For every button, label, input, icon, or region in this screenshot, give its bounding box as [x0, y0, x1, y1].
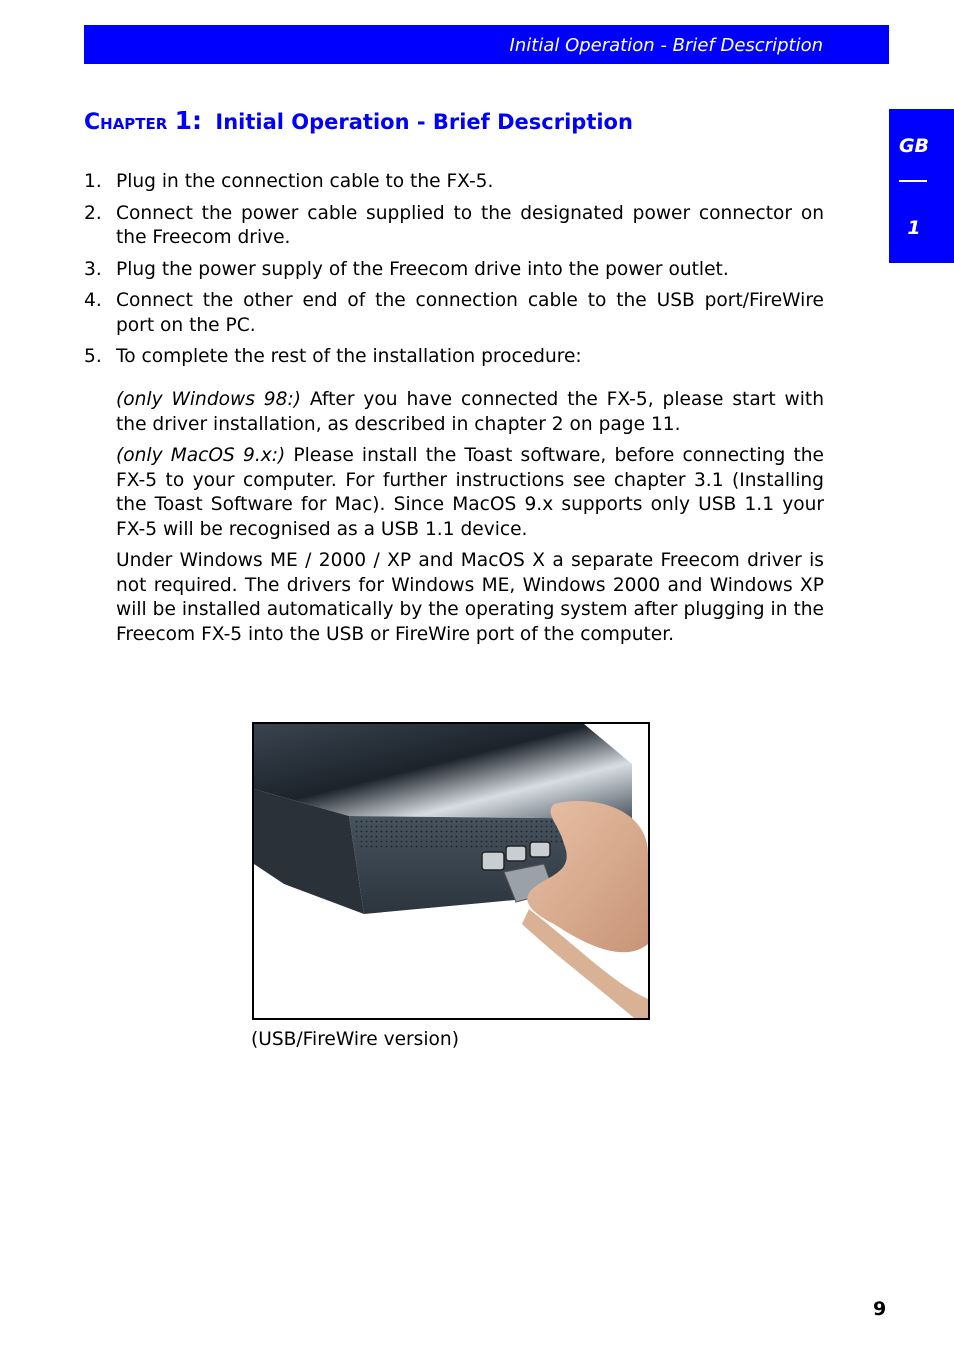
page-number: 9 [873, 1298, 887, 1320]
firewire-port-2 [530, 842, 550, 857]
side-tab-language: GB [898, 135, 930, 157]
step-number: 5. [84, 346, 102, 367]
fx5-drive-photo [254, 724, 648, 1018]
side-tab-chapter: 1 [907, 217, 921, 239]
step-text: To complete the rest of the installation procedure: [116, 346, 582, 367]
running-header [84, 25, 889, 64]
steps-list [84, 170, 824, 377]
step-number: 4. [84, 290, 102, 311]
note-other-os: Under Windows ME / 2000 / XP and MacOS X a separate Freecom driver is not required. The drivers for Windows ME, Windows 2000 and Windows XP will be installed automatically by the operating system after plugging in the Freecom FX-5 into the USB or FireWire port of the computer. [116, 550, 824, 645]
note-text: Please install the Toast software, before connecting the FX-5 to your computer. For further instructions see chapter 3.1 (Installing the Toast Software for Mac). Since MacOS 9.x supports only USB 1.1 your FX-5 will be recognised as a USB 1.1 device. [116, 445, 824, 540]
firewire-port-1 [506, 846, 526, 861]
step-text: Plug in the connection cable to the FX-5. [116, 171, 494, 192]
list-item [84, 202, 824, 251]
step-text: Connect the other end of the connection cable to the USB port/FireWire port on the PC. [116, 290, 824, 336]
list-item [84, 289, 824, 338]
list-item [84, 258, 824, 283]
chapter-label: Chapter [84, 110, 168, 135]
chapter-number: 1: [174, 106, 203, 135]
chapter-heading [84, 106, 633, 135]
note-macos-9 [116, 444, 824, 542]
product-photo [252, 722, 650, 1020]
note-text: After you have connected the FX-5, please start with the driver installation, as described in chapter 2 on page 11. [116, 389, 824, 435]
note-os-label: (only Windows 98:) [116, 389, 301, 410]
step-number: 3. [84, 258, 102, 280]
step-number: 1. [84, 171, 102, 192]
list-item [84, 170, 824, 195]
note-os-label: (only MacOS 9.x:) [116, 445, 286, 466]
running-header-title: Initial Operation - Brief Description [509, 35, 823, 56]
side-tab-divider [899, 180, 927, 182]
side-tab [889, 109, 954, 263]
step-text: Connect the power cable supplied to the designated power connector on the Freecom drive. [116, 202, 824, 248]
chapter-title: Initial Operation - Brief Description [215, 110, 633, 134]
note-windows-98 [116, 388, 824, 437]
list-item [84, 345, 824, 370]
step-number: 2. [84, 202, 102, 224]
installation-notes [116, 388, 824, 654]
usb-port [482, 852, 504, 870]
photo-caption: (USB/FireWire version) [251, 1029, 459, 1050]
step-text: Plug the power supply of the Freecom drive into the power outlet. [116, 258, 729, 280]
